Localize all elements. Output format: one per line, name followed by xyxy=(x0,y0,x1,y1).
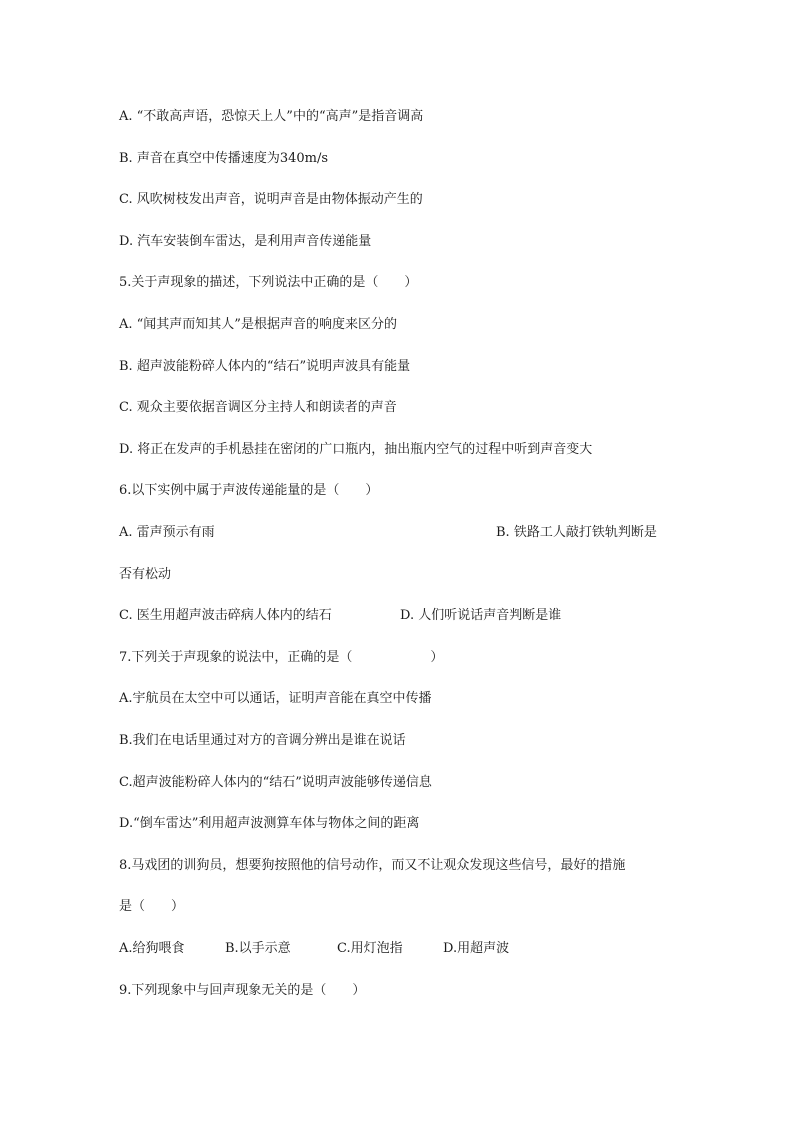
q6-stem: 6.以下实例中属于声波传递能量的是（ ） xyxy=(119,483,379,498)
q6-option-a: A. 雷声预示有雨 xyxy=(119,525,215,540)
q8-option-b: B.以手示意 xyxy=(225,941,291,956)
q7-option-d: D.“倒车雷达”利用超声波测算车体与物体之间的距离 xyxy=(119,816,420,831)
q5-option-b: B. 超声波能粉碎人体内的“结石”说明声波具有能量 xyxy=(119,359,411,374)
q4-option-a: A. “不敢高声语，恐惊天上人”中的“高声”是指音调高 xyxy=(119,109,424,124)
q6-option-b: B. 铁路工人敲打铁轨判断是 xyxy=(496,525,657,540)
q6-option-b-continued: 否有松动 xyxy=(119,567,172,582)
q8-option-c: C.用灯泡指 xyxy=(337,941,403,956)
q4-option-c: C. 风吹树枝发出声音，说明声音是由物体振动产生的 xyxy=(119,192,423,207)
q6-option-d: D. 人们听说话声音判断是谁 xyxy=(400,608,562,623)
q8-stem-continued: 是（ ） xyxy=(119,899,185,914)
q8-stem: 8.马戏团的训狗员，想要狗按照他的信号动作，而又不让观众发现这些信号，最好的措施 xyxy=(119,858,626,873)
q6-option-c: C. 医生用超声波击碎病人体内的结石 xyxy=(119,608,332,623)
q7-stem: 7.下列关于声现象的说法中，正确的是（ ） xyxy=(119,650,444,665)
q5-stem: 5.关于声现象的描述，下列说法中正确的是（ ） xyxy=(119,275,418,290)
q8-option-a: A.给狗喂食 xyxy=(119,941,185,956)
q4-option-d: D. 汽车安装倒车雷达，是利用声音传递能量 xyxy=(119,234,372,249)
q7-option-a: A.宇航员在太空中可以通话，证明声音能在真空中传播 xyxy=(119,691,432,706)
q9-stem: 9.下列现象中与回声现象无关的是（ ） xyxy=(119,983,366,998)
q4-option-b: B. 声音在真空中传播速度为340m/s xyxy=(119,151,329,166)
q7-option-c: C.超声波能粉碎人体内的“结石”说明声波能够传递信息 xyxy=(119,775,432,790)
q5-option-c: C. 观众主要依据音调区分主持人和朗读者的声音 xyxy=(119,400,397,415)
q8-option-d: D.用超声波 xyxy=(443,941,510,956)
q5-option-a: A. “闻其声而知其人”是根据声音的响度来区分的 xyxy=(119,317,397,332)
q7-option-b: B.我们在电话里通过对方的音调分辨出是谁在说话 xyxy=(119,733,406,748)
q5-option-d: D. 将正在发声的手机悬挂在密闭的广口瓶内，抽出瓶内空气的过程中听到声音变大 xyxy=(119,442,593,457)
